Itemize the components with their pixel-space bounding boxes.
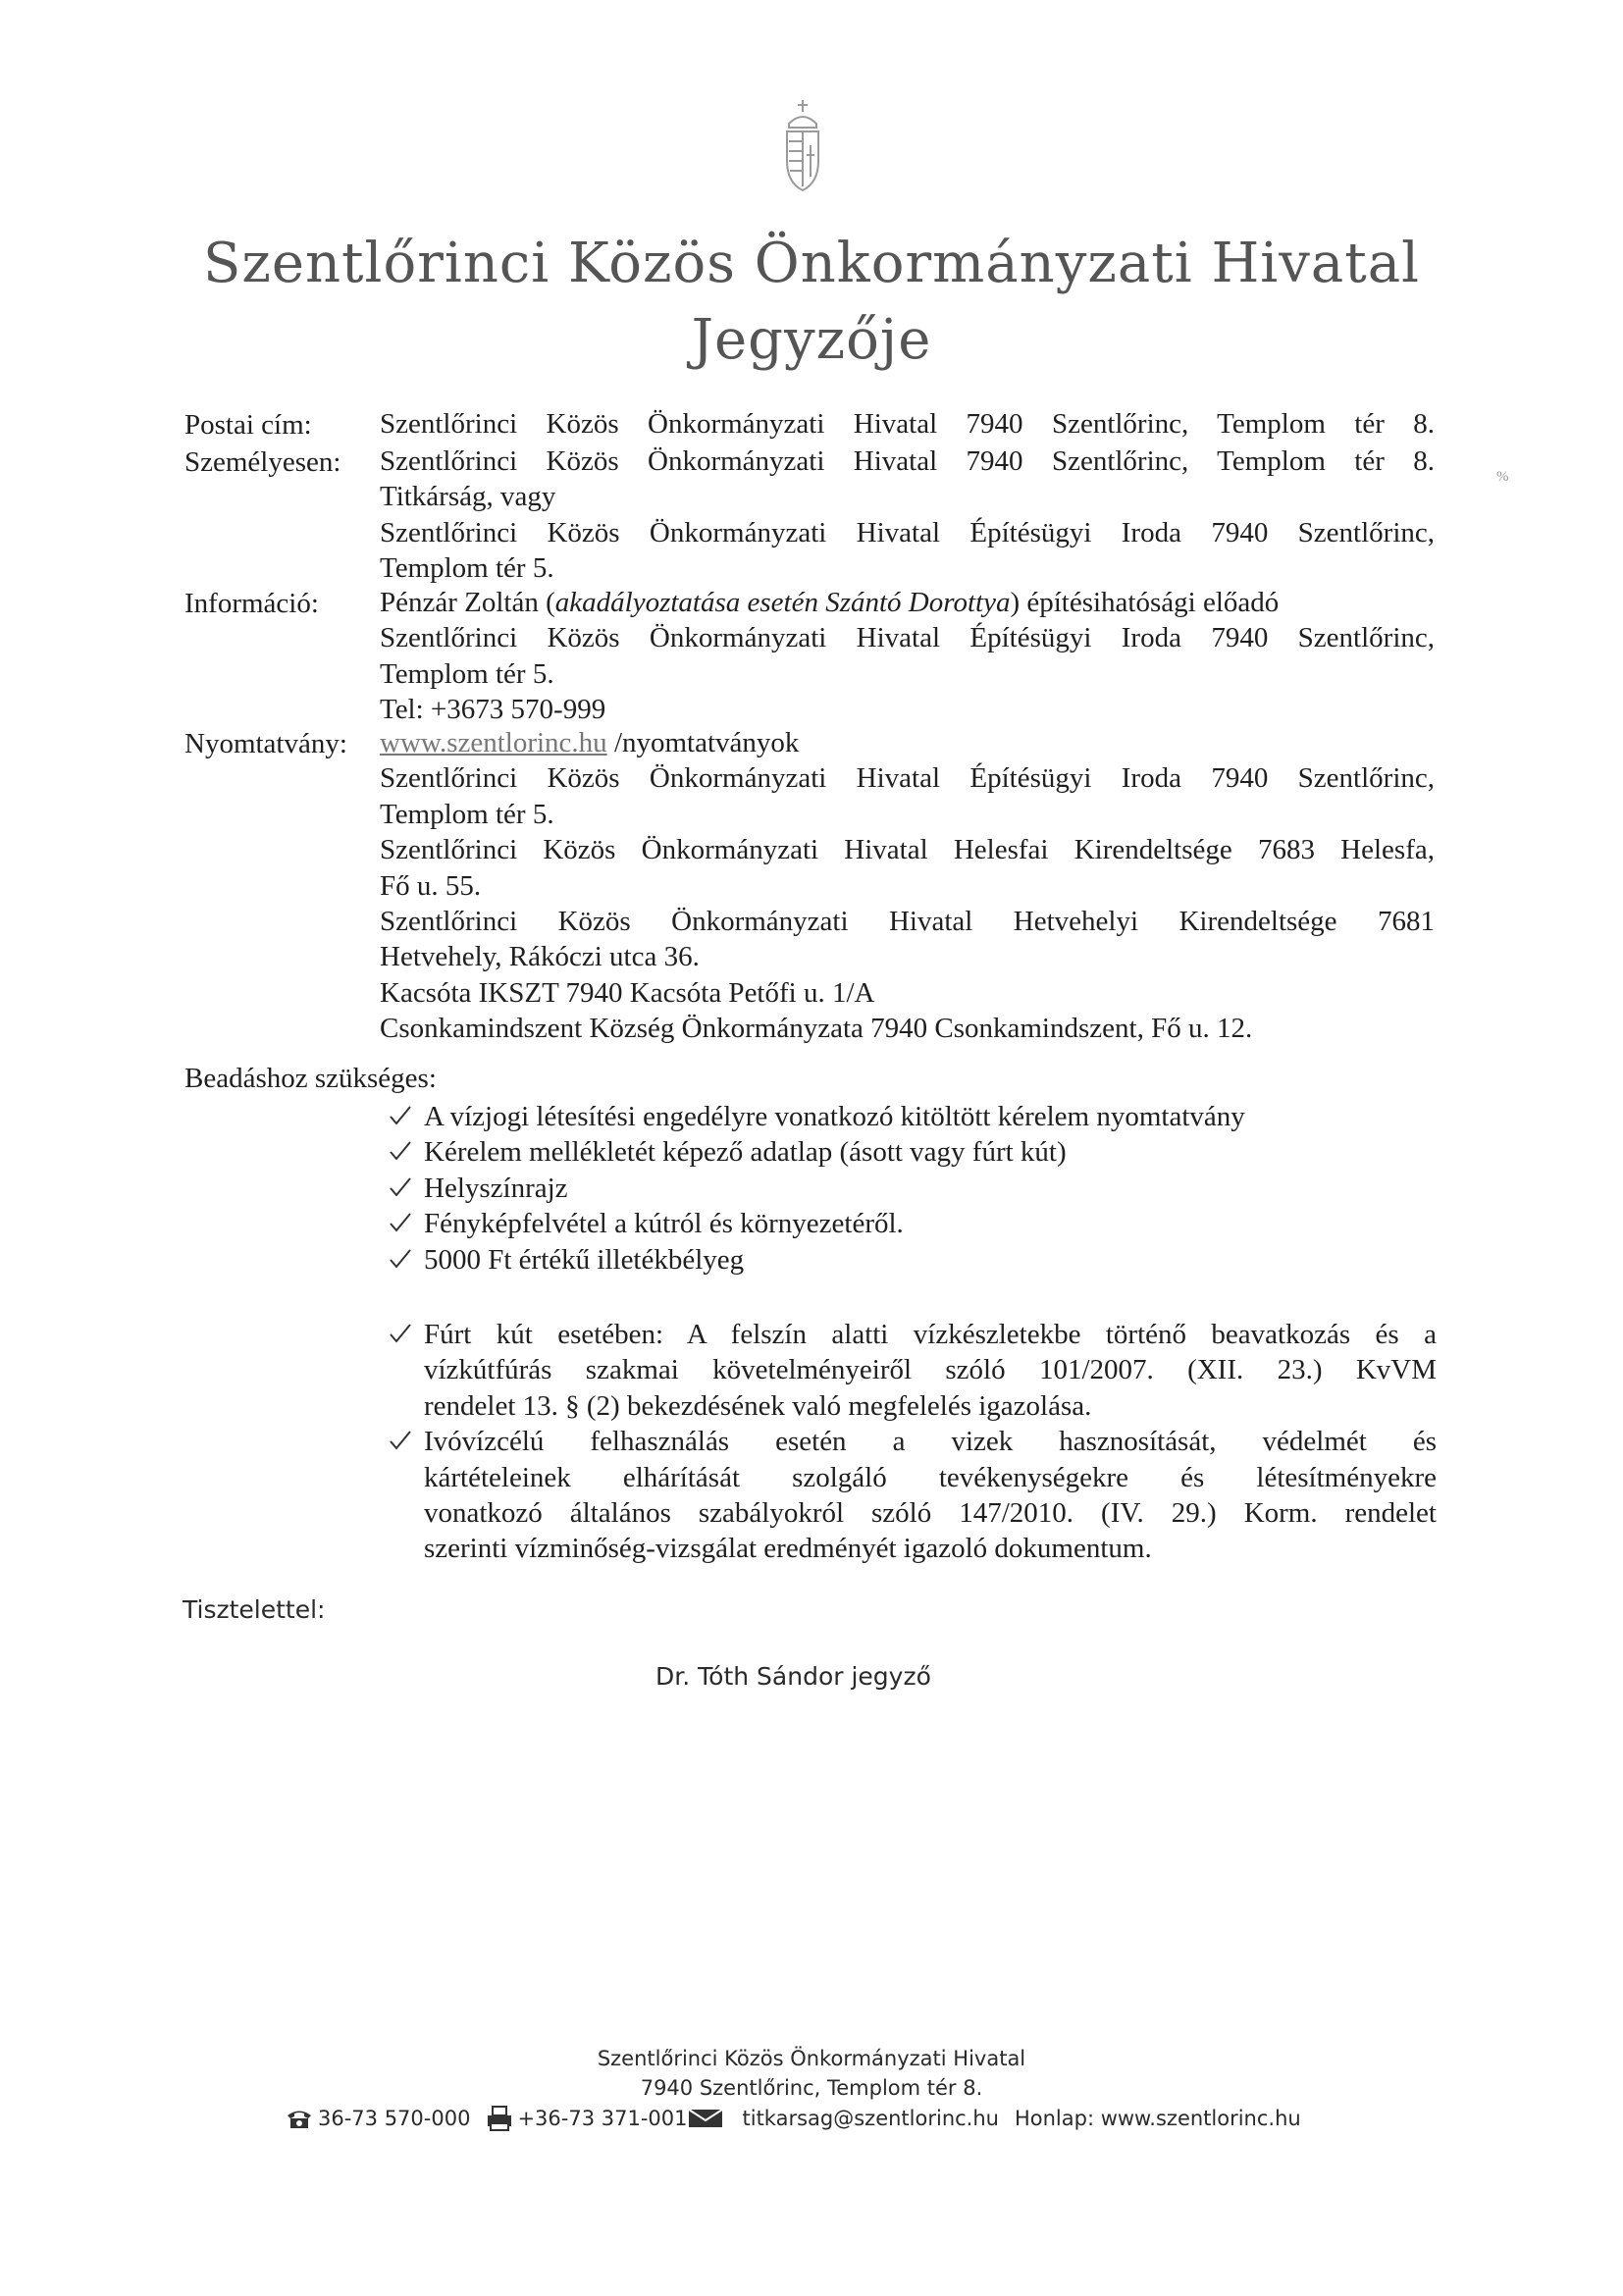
phone-number: Tel: +3673 570-999	[380, 694, 606, 726]
mail-icon	[688, 2108, 723, 2129]
corner-mark: %	[1496, 469, 1509, 485]
list-item: Kérelem mellékletét képező adatlap (ásott vagy fúrt kút)	[424, 1134, 1437, 1170]
checkmark-icon	[388, 1246, 413, 1272]
footer-contacts	[285, 2106, 1301, 2131]
form-label: Nyomtatvány:	[184, 728, 347, 759]
coat-of-arms-icon	[781, 98, 824, 192]
list-item: Helyszínrajz	[424, 1171, 1437, 1206]
checkmark-icon	[388, 1210, 413, 1235]
phone-icon	[285, 2108, 314, 2129]
requirements-list	[424, 1099, 1437, 1567]
signature: Dr. Tóth Sándor jegyző	[655, 1662, 931, 1691]
checkmark-icon	[388, 1103, 413, 1128]
office-title: Szentlőrinci Közös Önkormányzati Hivatal	[202, 232, 1421, 295]
checkmark-icon	[388, 1321, 413, 1346]
footer-website[interactable]: Honlap: www.szentlorinc.hu	[1014, 2107, 1301, 2130]
information-label: Információ:	[184, 588, 319, 619]
checkmark-icon	[388, 1174, 413, 1200]
personal-label: Személyesen:	[184, 446, 341, 478]
list-item: Ivóvízcélú felhasználás esetén a vizek hasznosítását, védelmét és kártételeinek elhárítását szolgáló tevékenységekre és létesítményekre vonatkozó általános szabályokról szóló 147/2010. (IV. 29.) Korm. rendelet szerinti vízminőség-vizsgálat eredményét igazoló dokumentum.	[424, 1424, 1437, 1567]
checkmark-icon	[388, 1428, 413, 1453]
postal-label: Postai cím:	[184, 409, 312, 441]
footer-org: Szentlőrinci Közös Önkormányzati Hivatal	[597, 2047, 1026, 2070]
footer-address: 7940 Szentlőrinc, Templom tér 8.	[640, 2076, 983, 2100]
footer-fax: +36-73 371-001	[517, 2107, 688, 2130]
postal-value: Szentlőrinci Közös Önkormányzati Hivatal 7940 Szentlőrinc, Templom tér 8.	[380, 408, 1435, 440]
fax-icon	[486, 2106, 513, 2131]
closing-greeting: Tisztelettel:	[183, 1595, 326, 1624]
list-item: A vízjogi létesítési engedélyre vonatkozó kitöltött kérelem nyomtatvány	[424, 1099, 1437, 1134]
footer-phone: 36-73 570-000	[318, 2107, 471, 2130]
checkmark-icon	[388, 1138, 413, 1164]
office-subtitle: Jegyzője	[691, 308, 932, 372]
website-link[interactable]: www.szentlorinc.hu	[380, 727, 607, 758]
personal-value: Szentlőrinci Közös Önkormányzati Hivatal 7940 Szentlőrinc, Templom tér 8. Titkárság, vagy Szentlőrinci Közös Önkormányzati Hivatal Építésügyi Iroda 7940 Szentlőrinc, Templom tér 5.	[380, 445, 1435, 585]
list-item: Fényképfelvétel a kútról és környezetéről.	[424, 1206, 1437, 1241]
requirements-heading: Beadáshoz szükséges:	[184, 1063, 437, 1094]
list-item: 5000 Ft értékű illetékbélyeg	[424, 1242, 1437, 1278]
list-item: Fúrt kút esetében: A felszín alatti vízkészletekbe történő beavatkozás és a vízkútfúrás szakmai követelményeiről szóló 101/2007. (XII. 23.) KvVM rendelet 13. § (2) bekezdésének való megfelelés igazolása.	[424, 1317, 1437, 1424]
footer-email[interactable]: titkarsag@szentlorinc.hu	[742, 2107, 999, 2130]
information-value: Pénzár Zoltán (akadályoztatása esetén Szántó Dorottya) építésihatósági előadó Szentlőrinci Közös Önkormányzati Hivatal Építésügyi Iroda 7940 Szentlőrinc, Templom tér 5. Tel: +3673 570-999	[380, 585, 1435, 728]
form-value: www.szentlorinc.hu /nyomtatványok Szentlőrinci Közös Önkormányzati Hivatal Építésügyi Iroda 7940 Szentlőrinc, Templom tér 5. Szentlőrinci Közös Önkormányzati Hivatal Helesfai Kirendeltsége 7683 Helesfa, Fő u. 55. Szentlőrinci Közös Önkormányzati Hivatal Hetvehelyi Kirendeltsége 7681 Hetvehely, Rákóczi utca 36. Kacsóta IKSZT 7940 Kacsóta Petőfi u. 1/A Csonkamindszent Község Önkormányzata 7940 Csonkamindszent, Fő u. 12.	[380, 727, 1435, 1045]
